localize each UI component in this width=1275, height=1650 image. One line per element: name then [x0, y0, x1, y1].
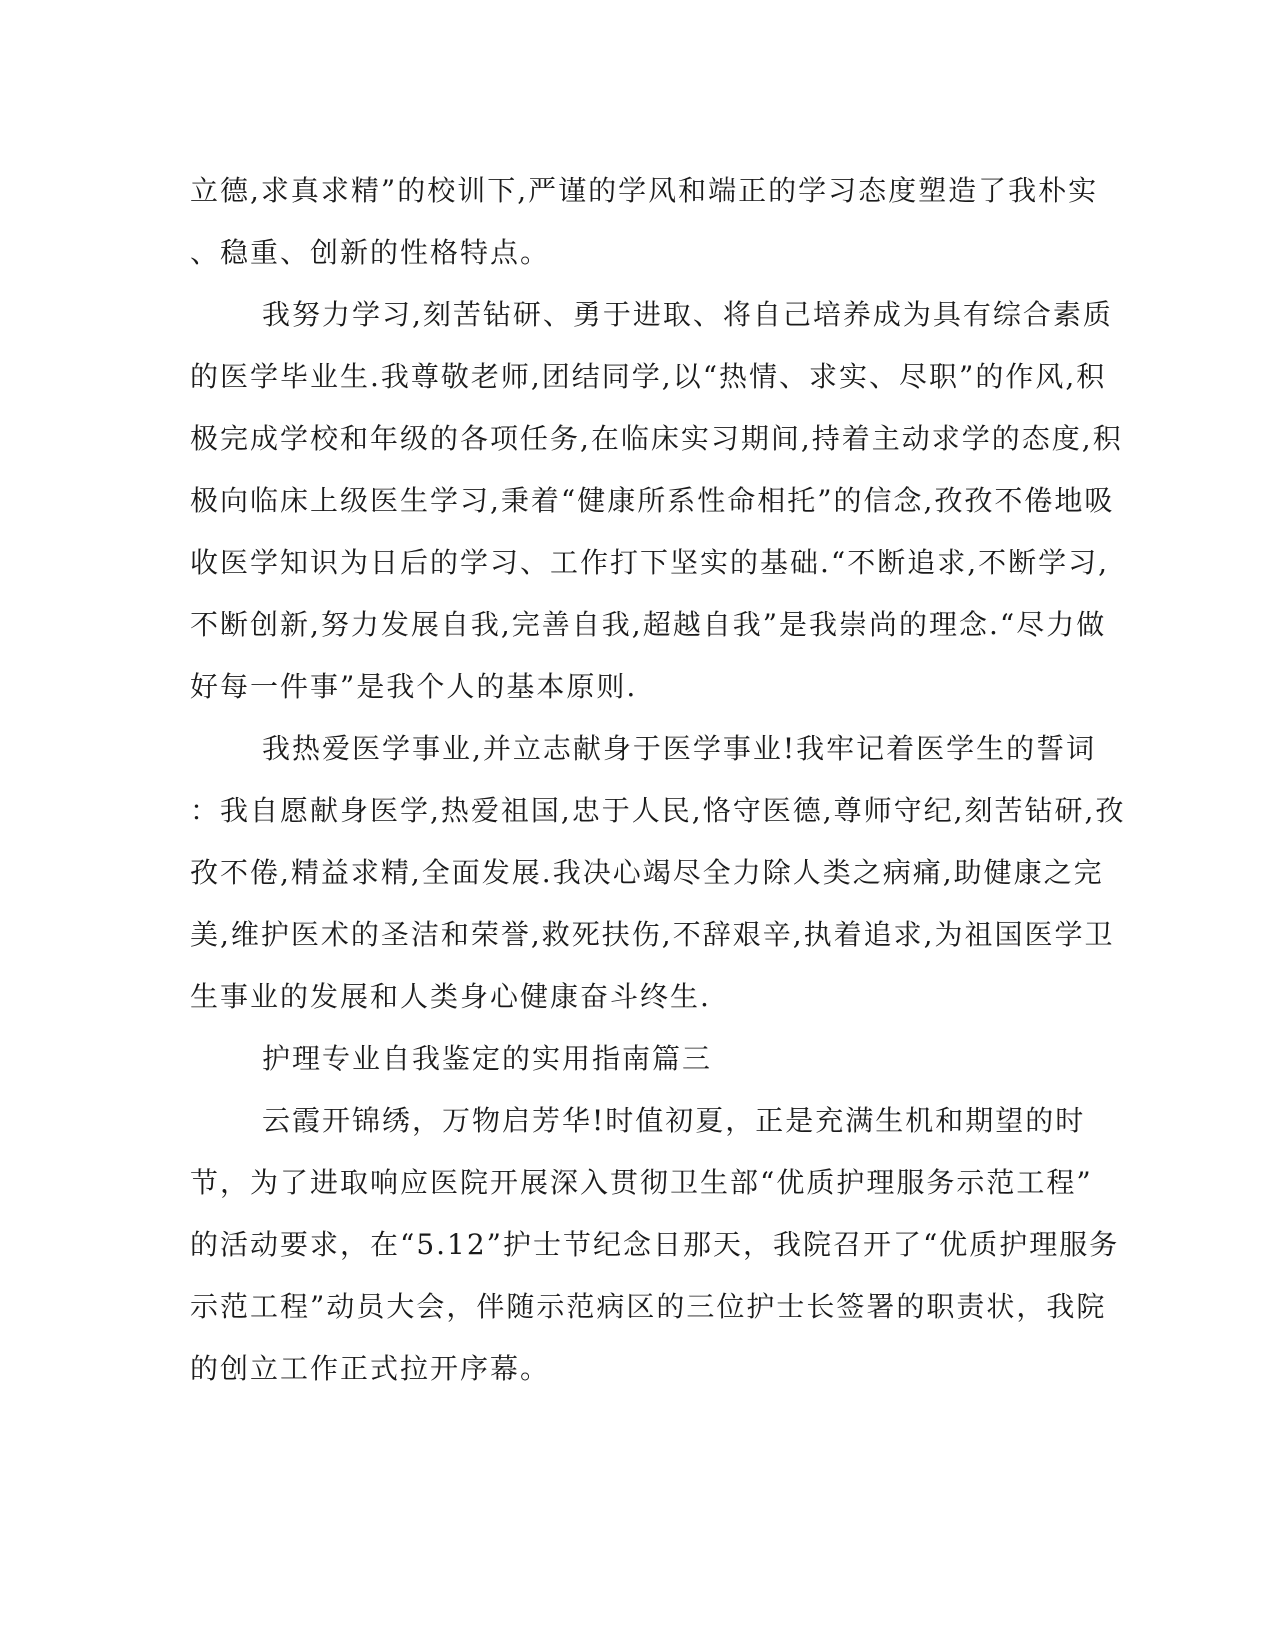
paragraph-start-line: 我努力学习,刻苦钻研、勇于进取、将自己培养成为具有综合素质	[262, 298, 1113, 331]
text-line: 收医学知识为日后的学习、工作打下坚实的基础.“不断追求,不断学习,	[190, 546, 1110, 579]
section-heading: 护理专业自我鉴定的实用指南篇三	[262, 1042, 713, 1075]
text-line: 极完成学校和年级的各项任务,在临床实习期间,持着主动求学的态度,积	[190, 422, 1123, 455]
paragraph-start-line: 我热爱医学事业,并立志献身于医学事业!我牢记着医学生的誓词	[262, 732, 1097, 765]
paragraph-start-line: 云霞开锦绣，万物启芳华!时值初夏，正是充满生机和期望的时	[262, 1104, 1086, 1137]
text-line: 、稳重、创新的性格特点。	[190, 236, 551, 269]
text-line: 不断创新,努力发展自我,完善自我,超越自我”是我崇尚的理念.“尽力做	[190, 608, 1107, 641]
text-line: 立德,求真求精”的校训下,严谨的学风和端正的学习态度塑造了我朴实	[190, 174, 1099, 207]
text-line: 美,维护医术的圣洁和荣誉,救死扶伤,不辞艰辛,执着追求,为祖国医学卫	[190, 918, 1115, 951]
text-line: 孜不倦,精益求精,全面发展.我决心竭尽全力除人类之病痛,助健康之完	[190, 856, 1104, 889]
text-line: 节，为了进取响应医院开展深入贯彻卫生部“优质护理服务示范工程”	[190, 1166, 1093, 1199]
text-line: 的创立工作正式拉开序幕。	[190, 1352, 551, 1385]
text-line: 生事业的发展和人类身心健康奋斗终生.	[190, 980, 711, 1013]
text-line: 的医学毕业生.我尊敬老师,团结同学,以“热情、求实、尽职”的作风,积	[190, 360, 1107, 393]
text-line: 好每一件事”是我个人的基本原则.	[190, 670, 638, 703]
text-line: 的活动要求，在“5.12”护士节纪念日那天，我院召开了“优质护理服务	[190, 1228, 1120, 1261]
document-body	[190, 160, 1126, 1400]
text-line: 示范工程”动员大会，伴随示范病区的三位护士长签署的职责状，我院	[190, 1290, 1107, 1323]
text-line: 极向临床上级医生学习,秉着“健康所系性命相托”的信念,孜孜不倦地吸	[190, 484, 1115, 517]
text-line: ：我自愿献身医学,热爱祖国,忠于人民,恪守医德,尊师守纪,刻苦钻研,孜	[190, 794, 1126, 827]
